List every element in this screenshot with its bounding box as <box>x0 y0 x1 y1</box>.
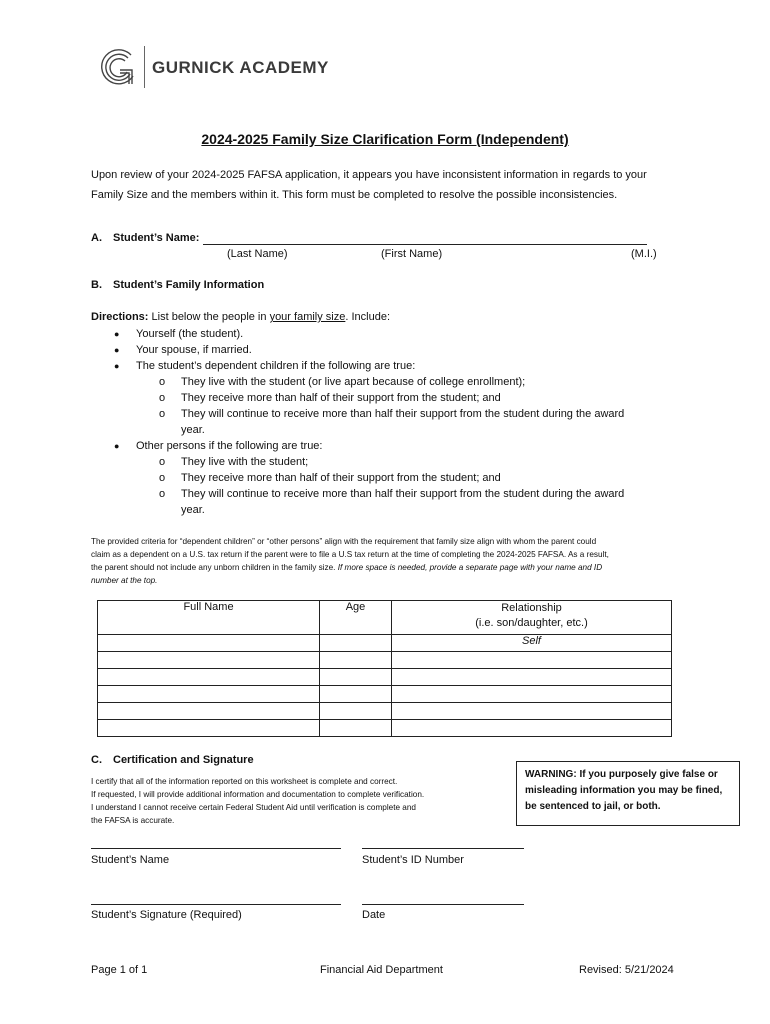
note-line-italic: If more space is needed, provide a separate page with your name and ID <box>337 563 603 572</box>
directions-label: Directions: <box>91 311 149 323</box>
name-cell[interactable] <box>98 703 320 720</box>
table-row <box>98 652 672 669</box>
table-row <box>98 669 672 686</box>
directions <box>91 311 390 323</box>
cert-line: If requested, I will provide additional information and documentation to complete verification. <box>91 790 425 799</box>
revised-date: Revised: 5/21/2024 <box>579 964 674 976</box>
gurnick-logo-icon <box>98 46 142 90</box>
note-line: the parent should not include any unborn children in the family size. <box>91 563 338 572</box>
list-item: They receive more than half of their support from the student; and <box>181 472 501 484</box>
warning-text: If you purposely give false or misleading information you may be fined, be sentenced to jail, or both. <box>525 769 723 812</box>
table-row <box>98 720 672 737</box>
column-header: Full Name <box>98 601 320 635</box>
relationship-cell[interactable]: Self <box>392 635 672 652</box>
mi-caption: (M.I.) <box>631 248 657 260</box>
warning-box <box>516 761 740 826</box>
bullet-icon: ● <box>114 345 120 355</box>
list-item: Yourself (the student). <box>136 328 244 340</box>
section-c-letter: C. <box>91 754 102 766</box>
age-cell[interactable] <box>320 669 392 686</box>
sub-bullet-icon: o <box>159 488 166 500</box>
warning-label: WARNING: <box>525 769 577 780</box>
list-item: They live with the student (or live apart because of college enrollment); <box>181 376 526 388</box>
note-line: claim as a dependent on a U.S. tax return if the parent were to file a U.S tax return at the time of completing the 2024-2025 FAFSA. As a result, <box>91 550 609 559</box>
age-cell[interactable] <box>320 635 392 652</box>
name-cell[interactable] <box>98 686 320 703</box>
list-item: They live with the student; <box>181 456 309 468</box>
section-a-label: Student’s Name: <box>113 232 200 244</box>
intro-line: Upon review of your 2024-2025 FAFSA application, it appears you have inconsistent information in regards to your <box>91 169 647 181</box>
student-name-field[interactable] <box>203 244 647 245</box>
sub-bullet-icon: o <box>159 456 166 468</box>
directions-text: List below the people in <box>148 311 270 323</box>
bullet-icon: ● <box>114 329 120 339</box>
list-item-continuation: year. <box>181 424 205 436</box>
age-cell[interactable] <box>320 652 392 669</box>
footer-department: Financial Aid Department <box>320 964 443 976</box>
logo-divider <box>144 46 145 88</box>
table-row <box>98 703 672 720</box>
bullet-icon: ● <box>114 361 120 371</box>
cert-line: I certify that all of the information reported on this worksheet is complete and correct. <box>91 777 398 786</box>
age-cell[interactable] <box>320 720 392 737</box>
student-name-caption: Student’s Name <box>91 854 170 866</box>
column-header-line: (i.e. son/daughter, etc.) <box>475 617 588 629</box>
section-a-letter: A. <box>91 232 102 244</box>
sub-bullet-icon: o <box>159 392 166 404</box>
list-item: They will continue to receive more than half their support from the student during the award <box>181 408 625 420</box>
name-cell[interactable] <box>98 669 320 686</box>
student-signature-line[interactable] <box>91 904 341 905</box>
page-title: 2024-2025 Family Size Clarification Form (Independent) <box>201 131 569 147</box>
relationship-cell[interactable] <box>392 669 672 686</box>
section-c-label: Certification and Signature <box>113 754 254 766</box>
list-item: Other persons if the following are true: <box>136 440 323 452</box>
bullet-icon: ● <box>114 441 120 451</box>
student-signature-caption: Student’s Signature (Required) <box>91 909 242 921</box>
age-cell[interactable] <box>320 703 392 720</box>
student-id-caption: Student’s ID Number <box>362 854 464 866</box>
cert-line: I understand I cannot receive certain Federal Student Aid until verification is complete and <box>91 803 416 812</box>
column-header: Age <box>320 601 392 635</box>
date-line[interactable] <box>362 904 524 905</box>
table-row <box>98 686 672 703</box>
intro-paragraph <box>91 165 691 205</box>
table-row <box>98 635 672 652</box>
page-number: Page 1 of 1 <box>91 964 148 976</box>
column-header-line: Relationship <box>501 602 562 614</box>
section-b-label: Student’s Family Information <box>113 279 265 291</box>
first-name-caption: (First Name) <box>381 248 443 260</box>
column-header <box>392 601 672 635</box>
date-caption: Date <box>362 909 386 921</box>
student-id-line[interactable] <box>362 848 524 849</box>
relationship-cell[interactable] <box>392 652 672 669</box>
relationship-cell[interactable] <box>392 720 672 737</box>
intro-line: Family Size and the members within it. This form must be completed to resolve the possible inconsistencies. <box>91 189 618 201</box>
note-line: The provided criteria for “dependent children” or “other persons” align with the requirement that family size align with whom the parent could <box>91 537 597 546</box>
sub-bullet-icon: o <box>159 408 166 420</box>
student-name-signature-line[interactable] <box>91 848 341 849</box>
age-cell[interactable] <box>320 686 392 703</box>
name-cell[interactable] <box>98 720 320 737</box>
name-cell[interactable] <box>98 652 320 669</box>
list-item: Your spouse, if married. <box>136 344 252 356</box>
list-item: The student’s dependent children if the following are true: <box>136 360 416 372</box>
cert-line: the FAFSA is accurate. <box>91 816 175 825</box>
name-cell[interactable] <box>98 635 320 652</box>
directions-text: . Include: <box>345 311 390 323</box>
family-size-note <box>91 535 691 587</box>
section-b-letter: B. <box>91 279 102 291</box>
sub-bullet-icon: o <box>159 472 166 484</box>
logo-text: GURNICK ACADEMY <box>152 58 329 77</box>
list-item-continuation: year. <box>181 504 205 516</box>
relationship-cell[interactable] <box>392 703 672 720</box>
table-header-row <box>98 601 672 635</box>
note-line-italic: number at the top. <box>91 576 158 585</box>
list-item: They receive more than half of their support from the student; and <box>181 392 501 404</box>
certification-text <box>91 775 424 827</box>
family-size-term: your family size <box>269 311 346 323</box>
family-members-table <box>97 600 672 737</box>
sub-bullet-icon: o <box>159 376 166 388</box>
list-item: They will continue to receive more than half their support from the student during the award <box>181 488 625 500</box>
relationship-cell[interactable] <box>392 686 672 703</box>
last-name-caption: (Last Name) <box>227 248 288 260</box>
